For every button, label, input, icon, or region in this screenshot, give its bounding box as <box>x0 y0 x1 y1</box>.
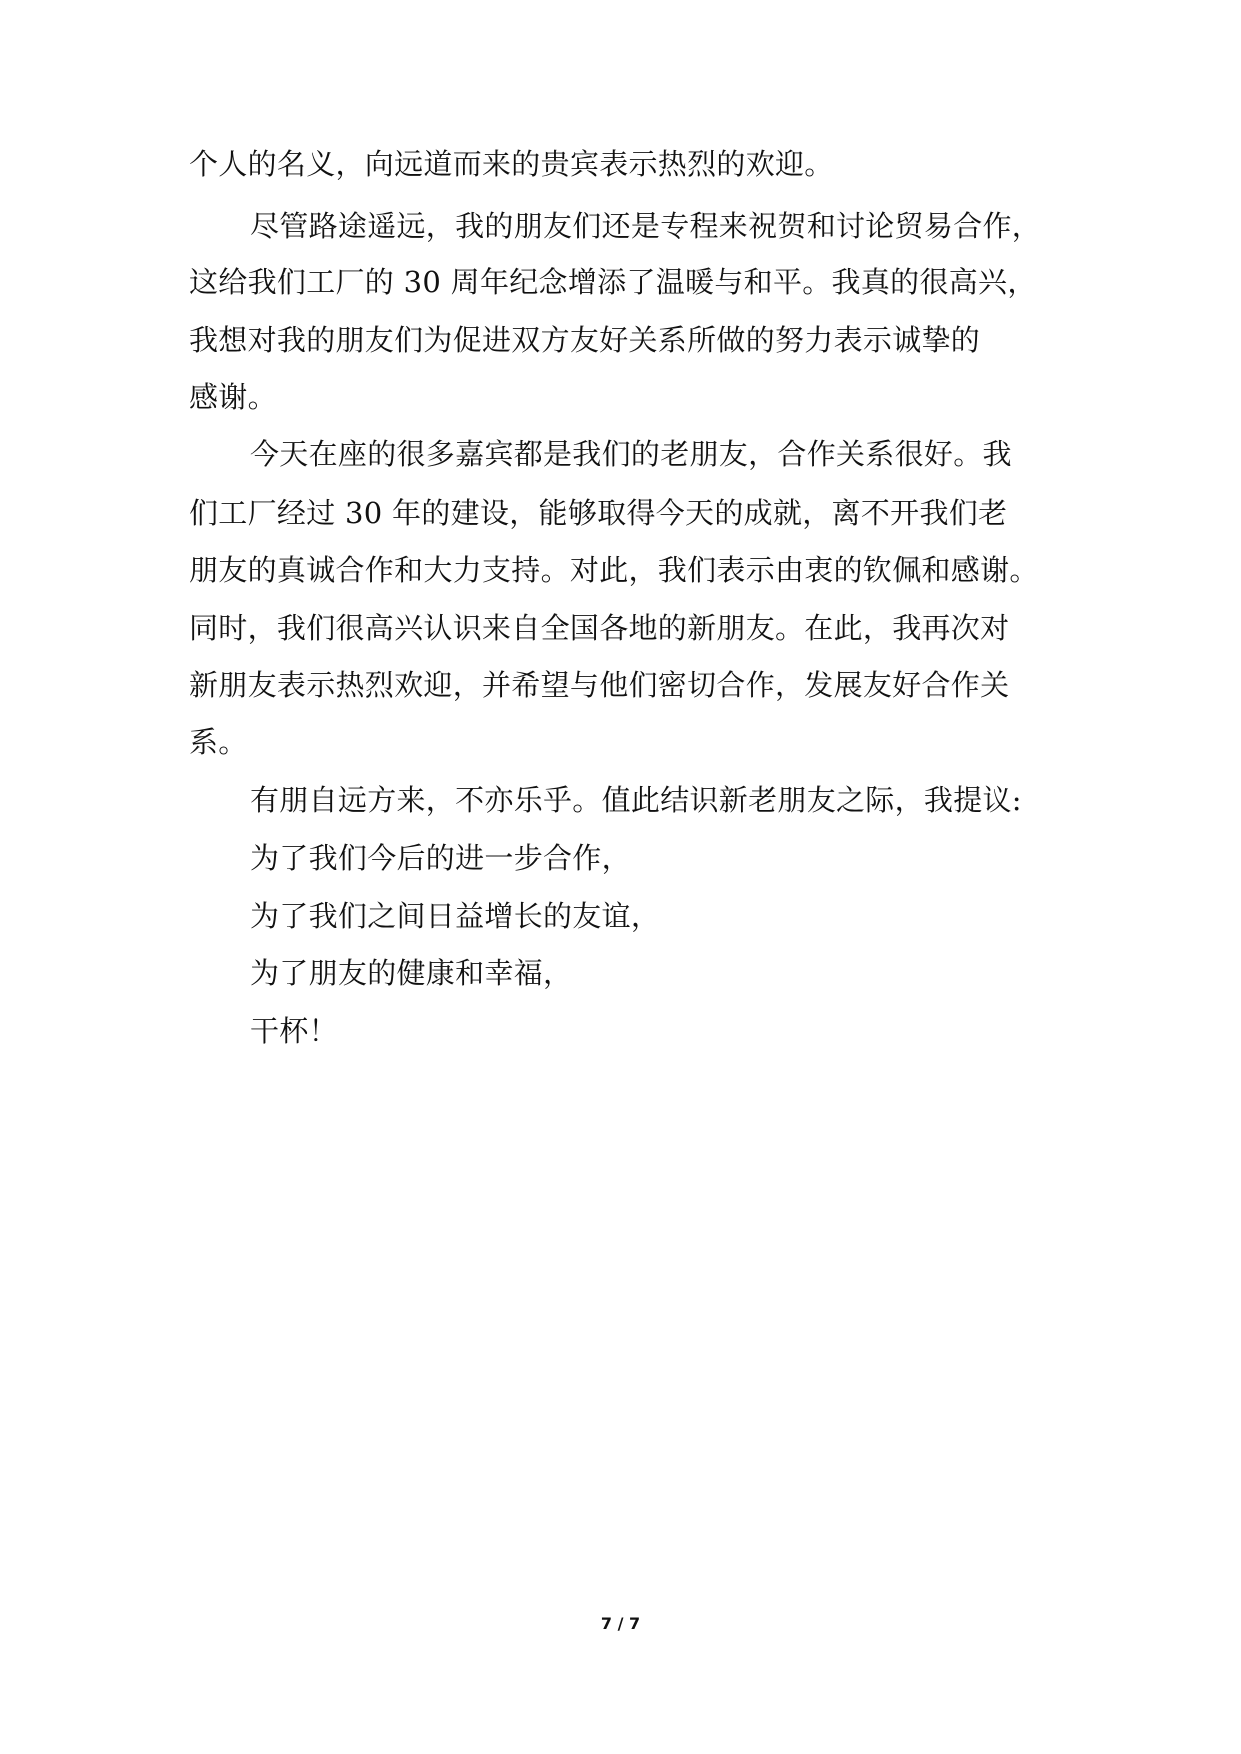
body-text-line: 尽管路途遥远，我的朋友们还是专程来祝贺和讨论贸易合作， <box>250 209 1042 243</box>
body-text-line: 这给我们工厂的 30 周年纪念增添了温暖与和平。我真的很高兴， <box>189 265 1037 299</box>
body-text-line: 干杯！ <box>250 1014 338 1048</box>
body-text-line: 朋友的真诚合作和大力支持。对此，我们表示由衷的钦佩和感谢。 <box>189 553 1039 587</box>
body-text-line: 感谢。 <box>189 380 277 414</box>
body-text-line: 同时，我们很高兴认识来自全国各地的新朋友。在此，我再次对 <box>189 611 1010 645</box>
body-text-line: 系。 <box>189 725 248 759</box>
body-text-line: 新朋友表示热烈欢迎，并希望与他们密切合作，发展友好合作关 <box>189 668 1010 702</box>
body-text-line: 为了我们之间日益增长的友谊， <box>250 899 661 933</box>
body-text-line: 我想对我的朋友们为促进双方友好关系所做的努力表示诚挚的 <box>189 323 981 357</box>
page-number: 7 / 7 <box>600 1614 641 1633</box>
body-text-line: 今天在座的很多嘉宾都是我们的老朋友，合作关系很好。我 <box>250 437 1012 471</box>
body-text-line: 为了我们今后的进一步合作， <box>250 841 631 875</box>
body-text-line: 为了朋友的健康和幸福， <box>250 956 573 990</box>
body-text-line: 有朋自远方来，不亦乐乎。值此结识新老朋友之际，我提议: <box>250 783 1022 817</box>
body-text-line: 们工厂经过 30 年的建设，能够取得今天的成就，离不开我们老 <box>189 496 1008 530</box>
body-text-line: 个人的名义，向远道而来的贵宾表示热烈的欢迎。 <box>189 147 834 181</box>
